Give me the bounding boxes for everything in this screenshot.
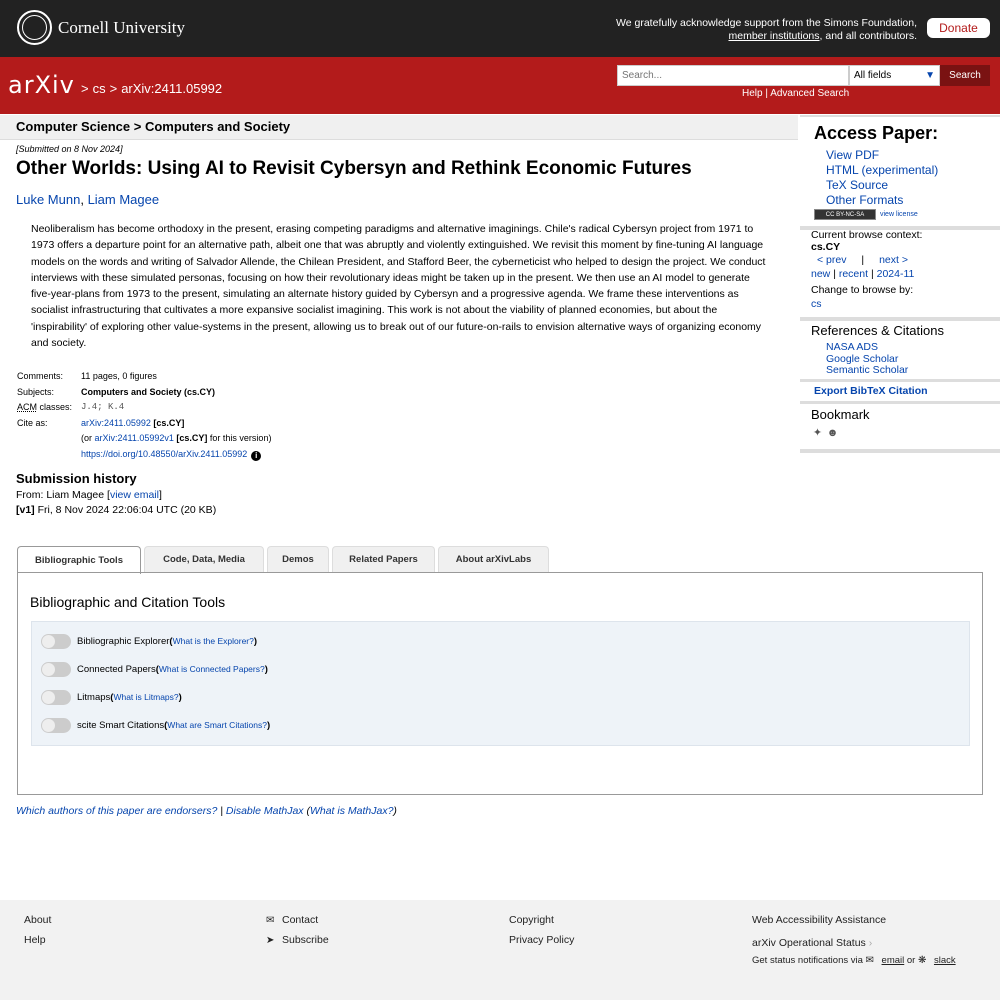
advanced-search-link[interactable]: Advanced Search: [770, 88, 850, 99]
tab-demos[interactable]: Demos: [267, 546, 329, 572]
cornell-seal-icon: [17, 10, 52, 45]
semantic-scholar-link[interactable]: Semantic Scholar: [826, 364, 909, 377]
bibsonomy-icon[interactable]: ✦: [812, 427, 823, 439]
sidebar-divider: [800, 401, 1000, 404]
prev-next-nav: < prev | next >: [817, 254, 908, 266]
arxiv-header: [0, 57, 1000, 114]
sidebar: [800, 115, 1000, 453]
cc-license-badge[interactable]: CC BY-NC-SA: [814, 209, 876, 220]
subjects-value: Computers and Society (cs.CY): [81, 386, 216, 397]
litmaps-toggle[interactable]: [41, 690, 71, 705]
footer: [0, 900, 1000, 1000]
cornell-name: Cornell University: [58, 17, 186, 37]
tool-help-link[interactable]: What is the Explorer?: [172, 636, 254, 646]
recent-link[interactable]: recent: [838, 268, 869, 280]
tab-about-arxivlabs[interactable]: About arXivLabs: [438, 546, 549, 572]
google-scholar-link[interactable]: Google Scholar: [826, 352, 899, 365]
scite-toggle[interactable]: [41, 718, 71, 733]
tool-help-link[interactable]: What is Connected Papers?: [158, 664, 265, 674]
sidebar-divider: [800, 317, 1000, 321]
chevron-down-icon: ▼: [925, 70, 935, 81]
breadcrumb: > cs > arXiv:2411.05992: [81, 81, 223, 96]
tool-row-scite: scite Smart Citations ( What are Smart Citations? ): [41, 717, 270, 733]
member-institutions-link[interactable]: member institutions: [728, 30, 820, 42]
references-title: References & Citations: [811, 323, 944, 338]
about-link[interactable]: About: [24, 914, 52, 926]
info-icon[interactable]: i: [251, 451, 261, 461]
browse-links: new | recent | 2024-11: [811, 268, 915, 280]
access-links: [826, 148, 938, 208]
tools-list: [31, 621, 970, 746]
tool-help-link[interactable]: What are Smart Citations?: [167, 720, 267, 730]
comments-value: 11 pages, 0 figures: [81, 371, 157, 381]
what-is-mathjax-link[interactable]: What is MathJax?: [309, 805, 394, 817]
contact-link[interactable]: ✉ Contact: [266, 914, 319, 926]
author-link[interactable]: Luke Munn: [16, 192, 81, 207]
chevron-right-icon: ›: [868, 937, 873, 949]
operational-status-link[interactable]: arXiv Operational Status ›: [752, 937, 873, 949]
slack-icon: ❋: [917, 955, 927, 966]
doi-link[interactable]: https://doi.org/10.48550/arXiv.2411.05992: [81, 448, 248, 459]
tool-row-connected-papers: Connected Papers ( What is Connected Papers? ): [41, 661, 268, 677]
submission-from: From: Liam Magee [view email]: [16, 489, 162, 501]
acm-value: J.4; K.4: [81, 402, 125, 412]
abstract: Neoliberalism has become orthodoxy in the present, erasing competing paradigms and alternative imaginings. Chile's radical Cybersyn project from 1971 to 1973 offers a departure point for an alternative path, albeit one that was abruptly and violently extinguished. We revisit this moment by fine-tuning AI language models on the words and writing of Salvador Allende, the Chilean President, and Stafford Beer, the cyberneticist who helped to design the project. We conduct interviews with these simulated personas, focusing on how their revolutionary ideas might be taken up in the present. We then use an AI model to generate five-year-plans from 1973 to the present, simulating an alternate history guided by Cybersyn and a progressive agenda. We frame these interventions as socialist infrastructuring that cultivates a more expansive socialist imagining. This work is not about the viability of planned economies, but about the 'inspirability' of exploring other value-systems in the present, allowing us to break out of our future-on-rails to envision alternative ways of organizing economy and society.: [31, 223, 766, 350]
search-field-select[interactable]: All fields ▼: [849, 65, 940, 86]
sidebar-divider: [800, 449, 1000, 453]
breadcrumb-cs[interactable]: cs: [92, 81, 106, 96]
connected-papers-toggle[interactable]: [41, 662, 71, 677]
endorsers-link[interactable]: Which authors of this paper are endorsers?: [16, 805, 218, 817]
subscribe-link[interactable]: ➤ Subscribe: [266, 934, 329, 946]
browse-cs-link[interactable]: cs: [811, 298, 822, 310]
arxiv-logo[interactable]: arXiv: [8, 71, 75, 99]
view-license-link[interactable]: view license: [880, 211, 918, 218]
tool-help-link[interactable]: What is Litmaps?: [113, 692, 179, 702]
tab-code-data-media[interactable]: Code, Data, Media: [144, 546, 264, 572]
subject-header: [0, 115, 798, 140]
status-notifications: Get status notifications via ✉ email or ❋ slack: [752, 955, 956, 966]
envelope-icon: ✉: [865, 955, 874, 966]
sidebar-divider: [800, 379, 1000, 382]
privacy-policy-link[interactable]: Privacy Policy: [509, 934, 575, 946]
search-input[interactable]: [617, 65, 849, 86]
next-link[interactable]: next >: [879, 254, 908, 266]
help-link[interactable]: Help: [24, 934, 46, 946]
bibliographic-explorer-toggle[interactable]: [41, 634, 71, 649]
submitted-date: [Submitted on 8 Nov 2024]: [16, 144, 123, 154]
prev-link[interactable]: < prev: [817, 254, 847, 266]
tool-row-bibliographic-explorer: Bibliographic Explorer ( What is the Explorer? ): [41, 633, 257, 649]
disable-mathjax-link[interactable]: Disable MathJax: [225, 805, 304, 817]
copyright-link[interactable]: Copyright: [509, 914, 554, 926]
nasa-ads-link[interactable]: NASA ADS: [826, 341, 878, 353]
sidebar-divider: [800, 115, 1000, 117]
envelope-icon: ✉: [266, 915, 275, 926]
bookmark-title: Bookmark: [811, 407, 870, 422]
author-list: Luke Munn, Liam Magee: [16, 192, 160, 207]
endorsers-line: Which authors of this paper are endorsers? | Disable MathJax (What is MathJax?): [16, 805, 397, 817]
submission-version: [v1] Fri, 8 Nov 2024 22:06:04 UTC (20 KB): [16, 504, 217, 516]
html-link[interactable]: HTML (experimental): [826, 163, 939, 177]
submission-history-title: Submission history: [16, 471, 137, 486]
cornell-logo[interactable]: [17, 10, 185, 45]
author-link[interactable]: Liam Magee: [87, 192, 160, 207]
export-bibtex-link[interactable]: Export BibTeX Citation: [814, 385, 928, 397]
tab-related-papers[interactable]: Related Papers: [332, 546, 435, 572]
other-formats-link[interactable]: Other Formats: [826, 193, 904, 207]
paper-title: Other Worlds: Using AI to Revisit Cybersyn and Rethink Economic Futures: [16, 158, 692, 179]
labs-tabs: [17, 546, 552, 573]
support-acknowledgement: We gratefully acknowledge support from the Simons Foundation, member institutions, and all contributors.: [616, 17, 917, 42]
license: [814, 209, 918, 220]
paper-plane-icon: ➤: [266, 935, 275, 946]
view-pdf-link[interactable]: View PDF: [826, 148, 880, 162]
search-button[interactable]: Search: [940, 65, 990, 86]
browse-context: cs.CY: [811, 241, 841, 253]
help-link[interactable]: Help: [742, 88, 763, 99]
reddit-icon[interactable]: ☻: [826, 427, 839, 439]
search-help-links: Help | Advanced Search: [742, 88, 850, 99]
accessibility-link[interactable]: Web Accessibility Assistance: [752, 914, 887, 926]
access-paper-title: Access Paper:: [814, 123, 939, 143]
panel-title: Bibliographic and Citation Tools: [30, 594, 226, 610]
bookmark-icons: [811, 427, 839, 440]
breadcrumb-paper-id: arXiv:2411.05992: [121, 81, 223, 96]
cite-version-link[interactable]: arXiv:2411.05992v1: [94, 433, 174, 443]
cite-id-link[interactable]: arXiv:2411.05992: [81, 417, 151, 428]
slack-notify-link[interactable]: slack: [933, 955, 956, 966]
subject-breadcrumb: Computer Science > Computers and Society: [16, 119, 291, 134]
donate-button[interactable]: Donate: [927, 18, 990, 38]
browse-context-label: Current browse context:: [811, 229, 923, 241]
references-list: [826, 342, 908, 377]
cornell-banner: [0, 0, 1000, 57]
tab-panel: [17, 572, 983, 795]
tool-row-litmaps: Litmaps ( What is Litmaps? ): [41, 689, 182, 705]
new-link[interactable]: new: [811, 268, 831, 280]
change-browse-label: Change to browse by:: [811, 284, 914, 296]
tex-source-link[interactable]: TeX Source: [826, 178, 889, 192]
email-notify-link[interactable]: email: [881, 955, 905, 966]
view-email-link[interactable]: view email: [109, 489, 159, 501]
tab-bibliographic-tools[interactable]: Bibliographic Tools: [17, 546, 141, 574]
month-link[interactable]: 2024-11: [876, 268, 915, 280]
